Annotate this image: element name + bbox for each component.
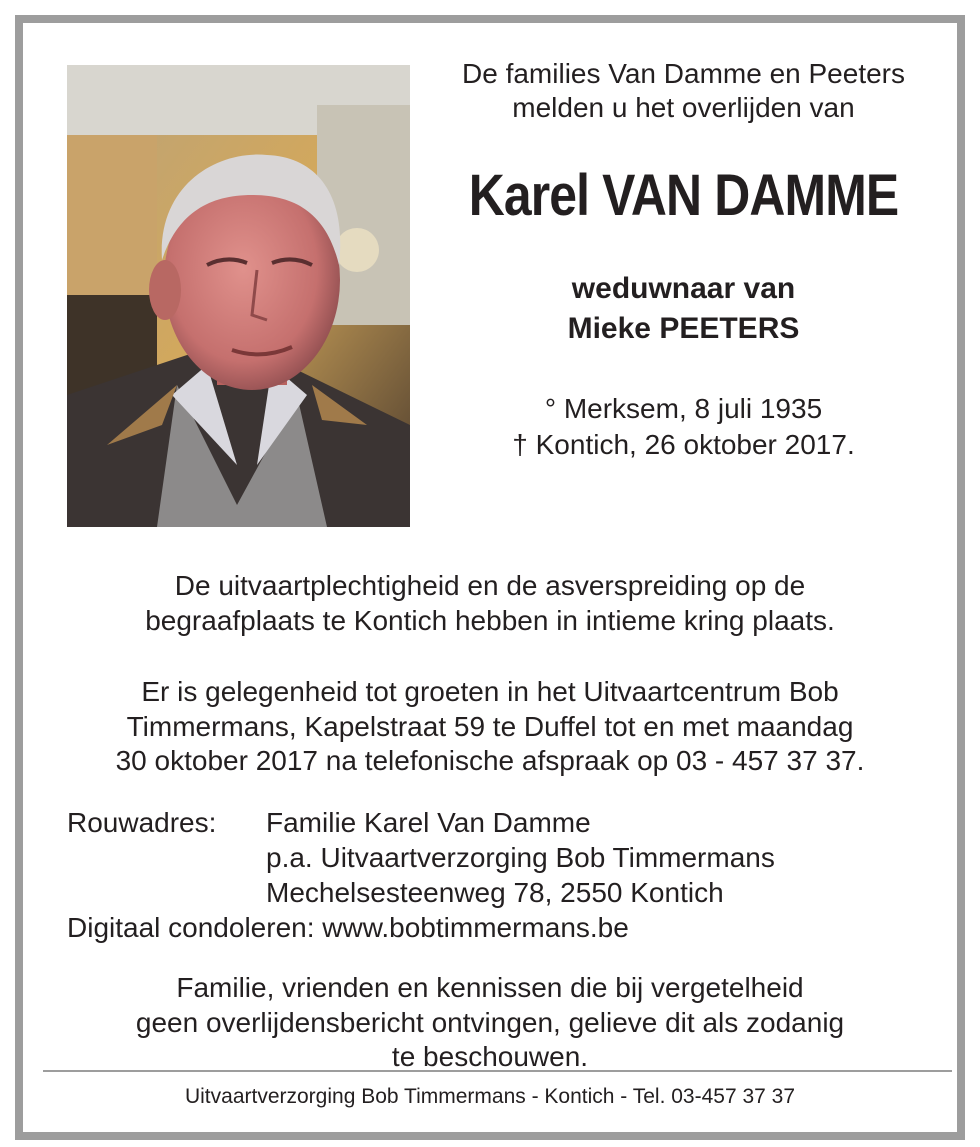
- notice-line-3: te beschouwen.: [391, 1041, 589, 1072]
- visitation-paragraph: [23, 675, 957, 779]
- visitation-line-1: Er is gelegenheid tot groeten in het Uitvaartcentrum Bob: [141, 676, 839, 707]
- ceremony-paragraph: [23, 569, 957, 638]
- notice-paragraph: [23, 971, 957, 1075]
- address-line-2: p.a. Uitvaartverzorging Bob Timmermans: [266, 842, 775, 873]
- address-lines: [266, 805, 775, 910]
- visitation-line-3: 30 oktober 2017 na telefonische afspraak op 03 - 457 37 37.: [115, 745, 865, 776]
- spouse-block: [410, 269, 957, 349]
- dates-block: [410, 391, 957, 463]
- address-label: Rouwadres:: [67, 807, 217, 838]
- footer-text: Uitvaartverzorging Bob Timmermans - Kontich - Tel. 03-457 37 37: [184, 1085, 796, 1108]
- death-date: † Kontich, 26 oktober 2017.: [512, 429, 855, 460]
- ceremony-line-2: begraafplaats te Kontich hebben in intieme kring plaats.: [145, 604, 835, 636]
- intro-text: [410, 57, 957, 125]
- footer-divider: [43, 1070, 952, 1072]
- address-row: [67, 805, 947, 910]
- notice-line-2: geen overlijdensbericht ontvingen, gelieve dit als zodanig: [135, 1006, 845, 1038]
- visitation-line-2: Timmermans, Kapelstraat 59 te Duffel tot en met maandag: [126, 710, 854, 742]
- intro-line-1: De families Van Damme en Peeters: [462, 58, 905, 89]
- obituary-card: [15, 15, 965, 1140]
- deceased-name: Karel VAN DAMME: [468, 163, 899, 228]
- notice-line-1: Familie, vrienden en kennissen die bij vergetelheid: [176, 972, 804, 1003]
- address-line-1: Familie Karel Van Damme: [266, 807, 591, 838]
- address-block: [67, 805, 947, 945]
- condolences-line: Digitaal condoleren: www.bobtimmermans.be: [67, 912, 629, 943]
- birth-date: ° Merksem, 8 juli 1935: [544, 393, 823, 424]
- address-line-3: Mechelsesteenweg 78, 2550 Kontich: [266, 877, 724, 908]
- intro-line-2: melden u het overlijden van: [512, 92, 855, 123]
- portrait-photo: [67, 65, 410, 527]
- ceremony-line-1: De uitvaartplechtigheid en de asverspreiding op de: [174, 570, 806, 601]
- spouse-name: Mieke PEETERS: [567, 312, 800, 345]
- spouse-line-1: weduwnaar van: [571, 272, 796, 305]
